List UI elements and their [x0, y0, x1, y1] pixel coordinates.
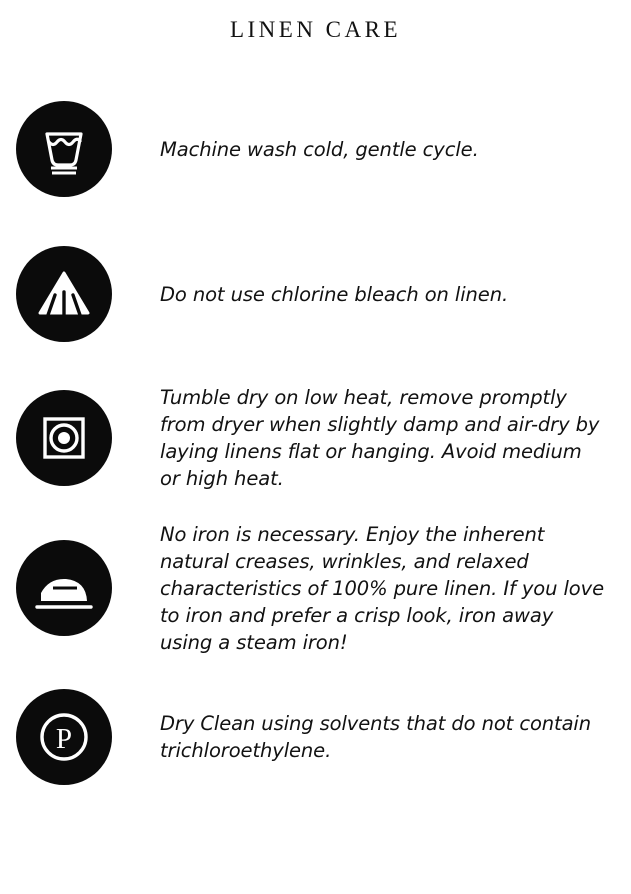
icon-cell	[12, 246, 116, 342]
tumble-dry-low-icon	[16, 390, 112, 486]
care-instruction-text: No iron is necessary. Enjoy the inherent natural creases, wrinkles, and relaxed characteristics of 100% pure linen. If you love to iron and prefer a crisp look, iron away using a steam iron!	[160, 522, 604, 654]
linen-care-page	[0, 15, 631, 894]
care-instruction-text: Dry Clean using solvents that do not contain trichloroethylene.	[160, 712, 592, 763]
icon-cell	[12, 101, 116, 197]
care-instruction-list	[0, 73, 631, 811]
care-instruction-text: Tumble dry on low heat, remove promptly from dryer when slightly damp and air-dry by laying linens flat or hanging. Avoid medium or high heat.	[160, 386, 600, 491]
icon-cell	[12, 390, 116, 486]
svg-text:P: P	[55, 723, 73, 756]
iron-icon	[16, 540, 112, 636]
do-not-bleach-icon	[16, 246, 112, 342]
text-cell	[116, 116, 615, 182]
text-cell	[116, 261, 615, 327]
icon-cell	[12, 540, 116, 636]
care-instruction-text: Do not use chlorine bleach on linen.	[160, 282, 509, 306]
list-item	[0, 513, 631, 663]
text-cell	[116, 691, 615, 784]
machine-wash-icon	[16, 101, 112, 197]
list-item	[0, 73, 631, 225]
list-item	[0, 363, 631, 513]
page-title: LINEN CARE	[229, 17, 402, 43]
list-item	[0, 225, 631, 363]
list-item	[0, 663, 631, 811]
care-instruction-text: Machine wash cold, gentle cycle.	[160, 137, 479, 161]
text-cell	[116, 365, 615, 512]
dry-clean-p-icon	[16, 689, 112, 785]
text-cell	[116, 501, 615, 675]
icon-cell	[12, 689, 116, 785]
